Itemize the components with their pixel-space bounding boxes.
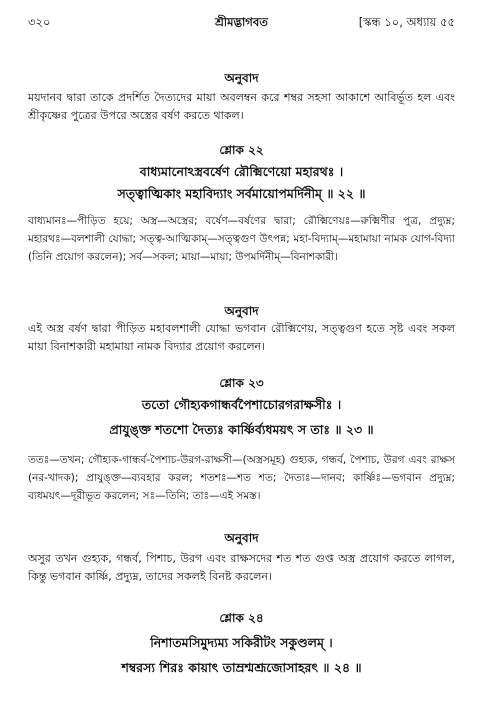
shloka-22-synonyms: বাধ্যমানঃ—পীড়িত হয়ে; অস্ত্র—অস্ত্রের; বর্ষেণ—বর্ষণের দ্বারা; রৌক্মিণেয়ঃ—রুক্মিণীর পুত্র, প্রদ্যুম্ন; মহারথঃ—বলশালী যোদ্ধা; সত্ত্ব-আত্মিকাম্—সত্ত্বগুণ উৎপন্ন; মহা-বিদ্যাম্—মহামায়া নামক যোগ-বিদ্যা (তিনি প্রয়োগ করলেন); সর্ব—সকল; মায়া—মায়া; উপমর্দিনীম্—বিনাশকারী। (28, 215, 455, 263)
shloka-23-anubad: অসুর তখন গুহ্যক, গন্ধর্ব, পিশাচ, উরগ এবং রাক্ষসদের শত শত গুপ্ত অস্ত্র প্রয়োগ করতে লাগল, কিন্তু ভগবান কার্ষ্ণি, প্রদ্যুম্ন, তাদের সকলই বিনষ্ট করলেন। (28, 552, 455, 583)
shloka-24-label: শ্লোক ২৪ (219, 611, 264, 625)
page-number: ৩২০ (28, 15, 51, 29)
anubad-heading-1: অনুবাদ (224, 71, 259, 85)
shloka-24-line-2: শম্বরস্য শিরঃ কায়াৎ তাম্রশ্মশ্রূজোসাহরৎ ॥ ২৪ ॥ (121, 660, 362, 675)
shloka-22-label: শ্লোক ২২ (219, 143, 264, 157)
anubad-1-text: ময়দানব দ্বারা তাকে প্রদর্শিত দৈত্যদের মায়া অবলম্বন করে শম্বর সহসা আকাশে আবির্ভূত হল এবং শ্রীকৃষ্ণের পুত্রের উপরে অস্ত্রের বর্ষণ করতে থাকল। (28, 91, 455, 122)
shloka-22-line-1: বাধ্যমানোঽস্ত্রবর্ষেণ রৌক্মিণেয়ো মহারথঃ । (139, 164, 344, 179)
shloka-23-synonyms: ততঃ—তখন; গৌহ্যক-গান্ধর্ব-পৈশাচ-উরগ-রাক্ষসী—(অস্ত্রসমূহ) গুহ্যক, গন্ধর্ব, পৈশাচ, উরগ এবং রাক্ষস (নর-খাদক); প্রাযুঙ্ক্ত—ব্যবহার করল; শতশঃ—শত শত; দৈত্যঃ—দানব; কার্ষ্ণিঃ—ভগবান প্রদ্যুম্ন; ব্যধময়ৎ—দূরীভূত করলেন; সঃ—তিনি; তাঃ—এই সমস্ত। (28, 454, 455, 502)
shloka-24-line-1: নিশাতমসিমুদ্যম্য সকিরীটং সকুণ্ডলম্ । (150, 635, 333, 650)
anubad-heading-2: অনুবাদ (224, 304, 259, 318)
book-title: শ্রীমদ্ভাগবত (215, 15, 268, 29)
page-header (28, 14, 455, 32)
shloka-23-line-1: ততো গৌহ্যকগান্ধর্বপৈশাচোরগরাক্ষসীঃ । (141, 397, 342, 412)
shloka-23-label: শ্লোক ২৩ (219, 376, 264, 390)
anubad-heading-3: অনুবাদ (224, 531, 259, 545)
shloka-22-anubad: এই অস্ত্র বর্ষণ দ্বারা পীড়িত মহাবলশালী যোদ্ধা ভগবান রৌক্মিণেয়, সত্ত্বগুণ হতে সৃষ্ট এবং সকল মায়া বিনাশকারী মহামায়া নামক বিদ্যার প্রয়োগ করলেন। (28, 322, 455, 353)
shloka-22-line-2: সত্ত্বাত্মিকাং মহাবিদ্যাং সর্বমায়োপমর্দিনীম্ ॥ ২২ ॥ (117, 186, 366, 201)
shloka-23-line-2: প্রাযুঙ্ক্ত শতশো দৈত্যঃ কার্ষ্ণির্ব্যধময়ৎ স তাঃ ॥ ২৩ ॥ (109, 422, 374, 437)
chapter-reference: [স্কন্ধ ১০, অধ্যায় ৫৫ (358, 15, 455, 29)
